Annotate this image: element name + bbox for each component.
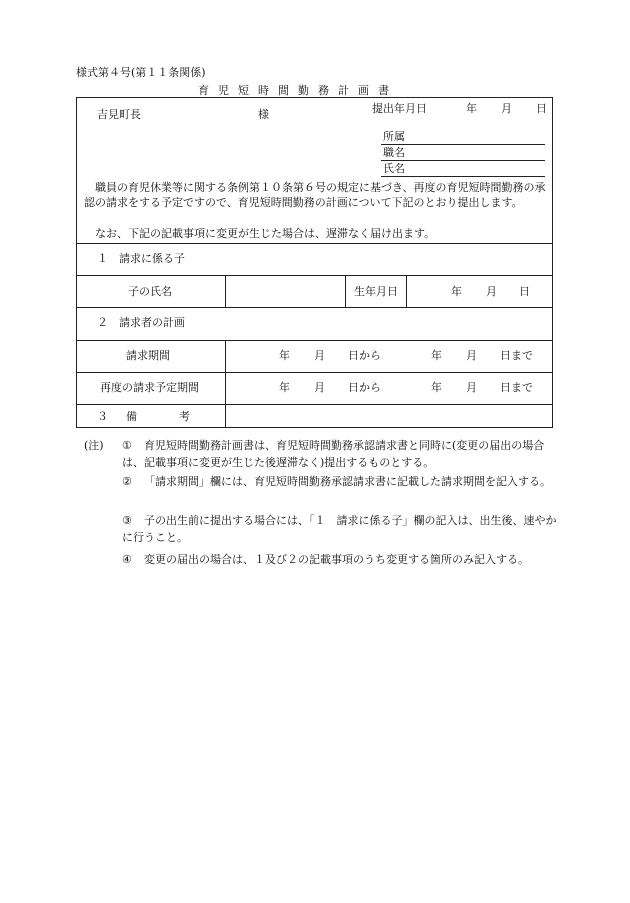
name-field[interactable]	[381, 176, 545, 177]
rerequest-to-year: 年	[431, 381, 442, 394]
section1-heading: １ 請求に係る子	[97, 252, 185, 265]
col-divider	[406, 275, 407, 307]
rerequest-from-month: 月	[314, 381, 325, 394]
row-divider	[76, 307, 553, 308]
birth-year: 年	[451, 285, 462, 298]
date-month: 月	[501, 102, 512, 115]
note-text-4: 変更の届出の場合は、１及び２の記載事項のうち変更する箇所のみ記入する。	[144, 553, 529, 566]
note-mark-2: ②	[122, 475, 132, 488]
note-mark-1: ①	[122, 439, 132, 452]
addressee: 吉見町長	[97, 108, 141, 121]
child-name-field[interactable]	[226, 276, 344, 306]
period-to-month: 月	[466, 349, 477, 362]
period-from-day: 日から	[348, 349, 381, 362]
birth-day: 日	[519, 285, 530, 298]
body-paragraph-2: なお、下記の記載事項に変更が生じた場合は、遅滞なく届け出ます。	[95, 227, 436, 240]
birth-date-label: 生年月日	[354, 285, 398, 298]
row-divider	[76, 372, 553, 373]
date-day: 日	[536, 102, 547, 115]
note-mark-3: ③	[122, 514, 132, 527]
birth-month: 月	[486, 285, 497, 298]
honorific: 様	[258, 108, 269, 121]
note-text-2: 「請求期間」欄には、育児短時間勤務承認請求書に記載した請求期間を記入する。	[144, 475, 551, 488]
document-title: 育児短時間勤務計画書	[198, 84, 398, 97]
note-text-3: 子の出生前に提出する場合には、「１ 請求に係る子」欄の記入は、出生後、速やかに行うこと。	[122, 514, 557, 544]
section3-heading-b: 考	[179, 410, 190, 423]
position-label: 職名	[383, 146, 405, 159]
period-to-day: 日まで	[500, 349, 533, 362]
form-number: 様式第４号(第１１条関係)	[76, 66, 206, 79]
rerequest-to-day: 日まで	[500, 381, 533, 394]
period-from-month: 月	[314, 349, 325, 362]
section2-heading: ２ 請求者の計画	[97, 316, 185, 329]
rerequest-to-month: 月	[466, 381, 477, 394]
note-text-1: 育児短時間勤務計画書は、育児短時間勤務承認請求書と同時に(変更の届出の場合は、記載事項に変更が生じた後遅滞なく)提出するものとする。	[122, 439, 545, 469]
section3-heading-a: 備	[126, 410, 137, 423]
body-paragraph-1: 職員の育児休業等に関する条例第１０条第６号の規定に基づき、再度の育児短時間勤務の承認の請求をする予定ですので、育児短時間勤務の計画について下記のとおり提出します。	[84, 181, 546, 209]
position-field[interactable]	[381, 160, 545, 161]
request-period-label: 請求期間	[126, 349, 170, 362]
rerequest-from-year: 年	[279, 381, 290, 394]
department-label: 所属	[383, 130, 405, 143]
row-divider	[76, 340, 553, 341]
department-field[interactable]	[381, 144, 545, 145]
col-divider	[345, 275, 346, 307]
period-from-year: 年	[279, 349, 290, 362]
note-mark-4: ④	[122, 553, 132, 566]
row-divider	[76, 243, 553, 244]
period-to-year: 年	[431, 349, 442, 362]
rerequest-period-label: 再度の請求予定期間	[100, 381, 199, 394]
remarks-field[interactable]	[226, 405, 551, 426]
child-name-label: 子の氏名	[128, 285, 172, 298]
section3-number: ３	[97, 410, 108, 423]
notes-label: (注)	[84, 439, 104, 452]
rerequest-from-day: 日から	[348, 381, 381, 394]
name-label: 氏名	[383, 162, 405, 175]
submission-date-label: 提出年月日	[372, 102, 427, 115]
date-year: 年	[466, 102, 477, 115]
